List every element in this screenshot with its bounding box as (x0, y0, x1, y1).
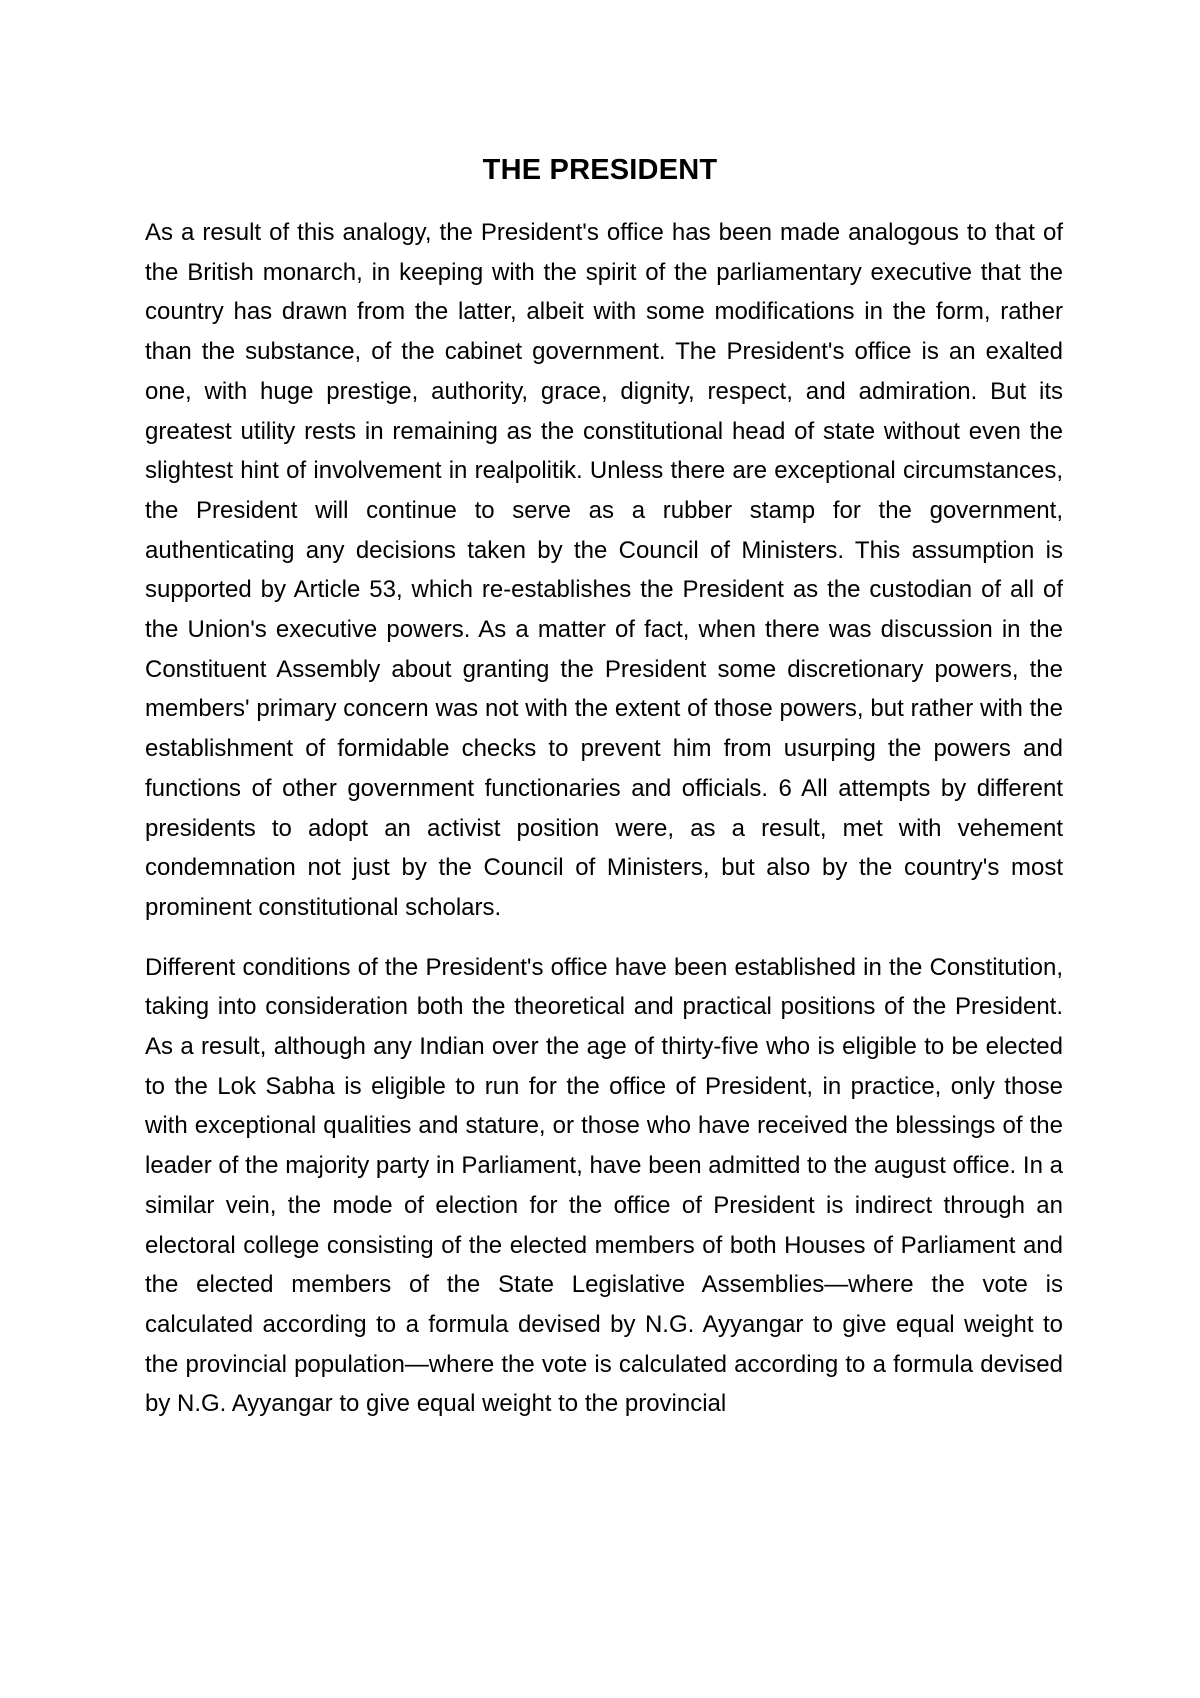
document-title: THE PRESIDENT (482, 154, 718, 186)
document-body (145, 213, 1063, 1424)
paragraph-1: As a result of this analogy, the President's office has been made analogous to that of the British monarch, in keeping with the spirit of the parliamentary executive that the country has drawn from the latter, albeit with some modifications in the form, rather than the substance, of the cabinet government. The President's office is an exalted one, with huge prestige, authority, grace, dignity, respect, and admiration. But its greatest utility rests in remaining as the constitutional head of state without even the slightest hint of involvement in realpolitik. Unless there are exceptional circumstances, the President will continue to serve as a rubber stamp for the government, authenticating any decisions taken by the Council of Ministers. This assumption is supported by Article 53, which re-establishes the President as the custodian of all of the Union's executive powers. As a matter of fact, when there was discussion in the Constituent Assembly about granting the President some discretionary powers, the members' primary concern was not with the extent of those powers, but rather with the establishment of formidable checks to prevent him from usurping the powers and functions of other government functionaries and officials. 6 All attempts by different presidents to adopt an activist position were, as a result, met with vehement condemnation not just by the Council of Ministers, but also by the country's most prominent constitutional scholars. (145, 219, 1063, 921)
paragraph-2: Different conditions of the President's office have been established in the Constitution, taking into consideration both the theoretical and practical positions of the President. As a result, although any Indian over the age of thirty-five who is eligible to be elected to the Lok Sabha is eligible to run for the office of President, in practice, only those with exceptional qualities and stature, or those who have received the blessings of the leader of the majority party in Parliament, have been admitted to the august office. In a similar vein, the mode of election for the office of President is indirect through an electoral college consisting of the elected members of both Houses of Parliament and the elected members of the State Legislative Assemblies—where the vote is calculated according to a formula devised by N.G. Ayyangar to give equal weight to the provincial population—where the vote is calculated according to a formula devised by N.G. Ayyangar to give equal weight to the provincial (145, 953, 1063, 1418)
